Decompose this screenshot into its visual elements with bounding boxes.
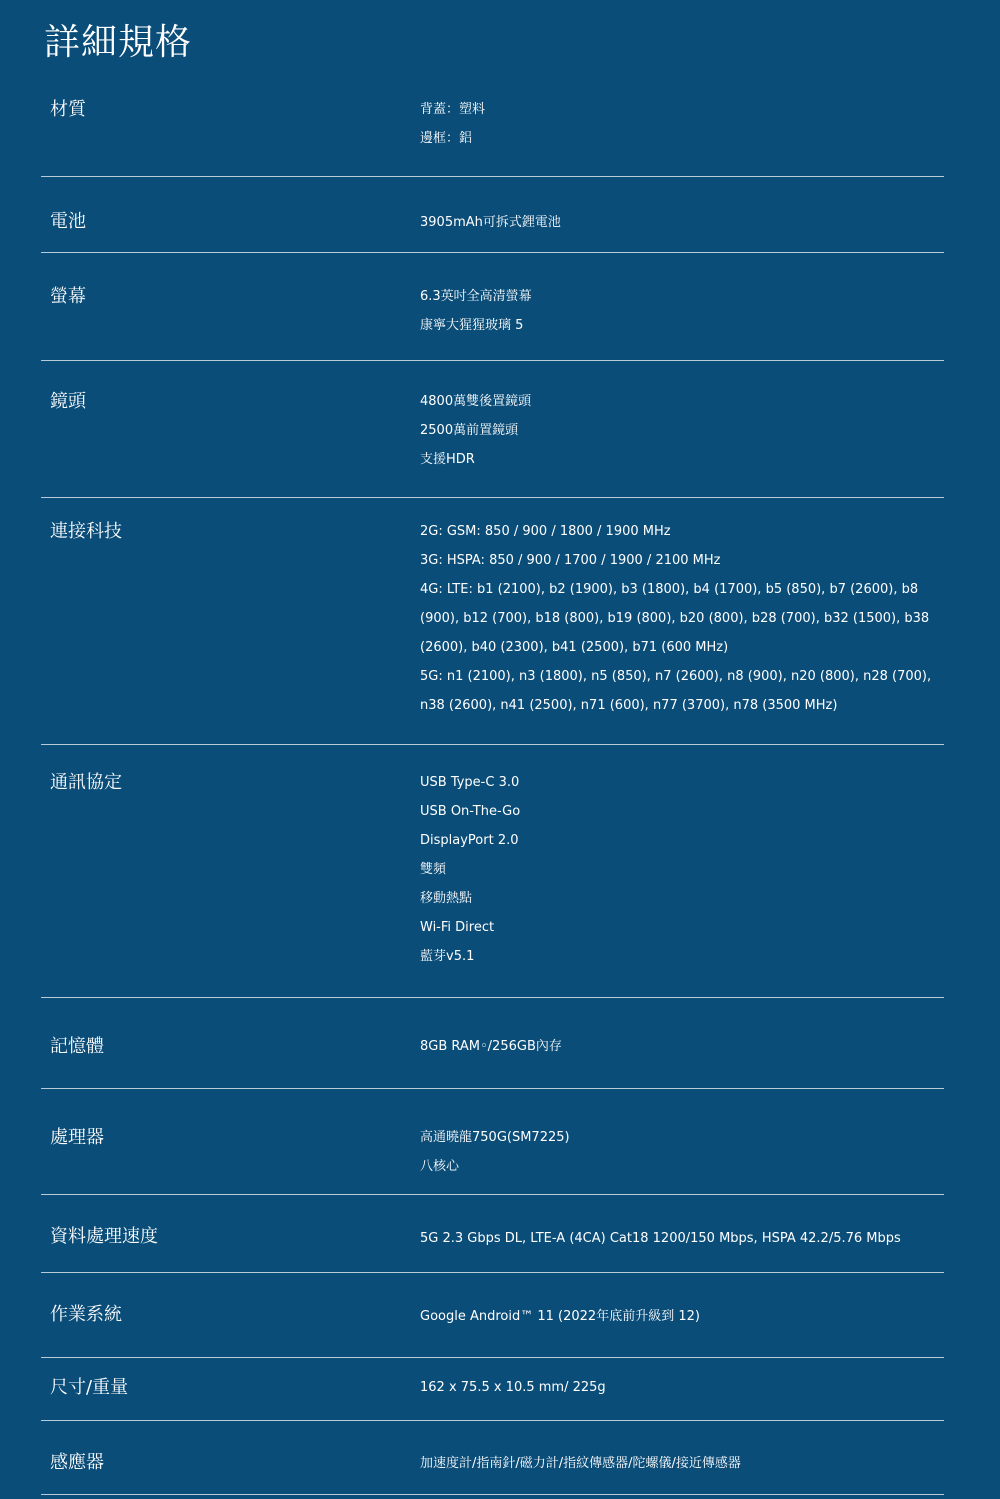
spec-value: Wi-Fi Direct <box>420 920 495 935</box>
spec-label: 資料處理速度 <box>50 1226 158 1247</box>
spec-value: 3G: HSPA: 850 / 900 / 1700 / 1900 / 2100 MHz <box>420 553 721 568</box>
spec-values <box>410 1032 944 1088</box>
spec-value: 加速度計/指南針/磁力計/指紋傳感器/陀螺儀/接近傳感器 <box>420 1456 741 1471</box>
spec-value: 高通曉龍750G(SM7225) <box>420 1130 570 1145</box>
spec-label: 尺寸/重量 <box>50 1377 129 1398</box>
spec-label: 處理器 <box>50 1127 104 1148</box>
spec-value: 2G: GSM: 850 / 900 / 1800 / 1900 MHz <box>420 524 671 539</box>
spec-value: 藍芽v5.1 <box>420 949 475 964</box>
spec-values <box>410 1449 944 1494</box>
spec-values <box>410 95 944 176</box>
spec-values <box>410 208 944 252</box>
spec-label: 作業系統 <box>50 1304 122 1325</box>
spec-values <box>410 1123 944 1194</box>
spec-value: USB Type-C 3.0 <box>420 775 520 790</box>
spec-value: USB On-The-Go <box>420 804 521 819</box>
spec-value: 背蓋：塑料 <box>420 102 486 117</box>
spec-row-material <box>41 84 944 177</box>
spec-row-memory <box>41 998 944 1089</box>
spec-value: 5G: n1 (2100), n3 (1800), n5 (850), n7 (2600), n8 (900), n20 (800), n28 (700), n38 (2600), n41 (2500), n71 (600), n77 (3700), n78 (3500 MHz) <box>420 669 932 713</box>
spec-value: 移動熱點 <box>420 891 473 906</box>
spec-row-data-speed <box>41 1195 944 1273</box>
spec-value: 2500萬前置鏡頭 <box>420 423 519 438</box>
spec-row-battery <box>41 177 944 253</box>
spec-value: 邊框：鋁 <box>420 131 473 146</box>
spec-value: 162 x 75.5 x 10.5 mm/ 225g <box>420 1380 606 1395</box>
spec-row-dimensions <box>41 1358 944 1421</box>
spec-value: 4G: LTE: b1 (2100), b2 (1900), b3 (1800), b4 (1700), b5 (850), b7 (2600), b8 (900), b12 (700), b18 (800), b19 (800), b20 (800), b28 (700), b32 (1500), b38 (2600), b40 (2300), b41 (2500), b71 (600 MHz) <box>420 582 930 655</box>
page-title: 詳細規格 <box>44 22 193 63</box>
spec-values <box>410 387 944 497</box>
spec-label: 鏡頭 <box>50 391 86 412</box>
spec-value: DisplayPort 2.0 <box>420 833 519 848</box>
spec-value: 4800萬雙後置鏡頭 <box>420 394 532 409</box>
spec-row-os <box>41 1273 944 1358</box>
spec-label: 電池 <box>50 211 86 232</box>
spec-label: 連接科技 <box>50 521 122 542</box>
spec-row-connectivity <box>41 498 944 745</box>
spec-row-sensors <box>41 1421 944 1495</box>
spec-label: 感應器 <box>50 1452 104 1473</box>
spec-table <box>41 84 944 1495</box>
spec-values <box>410 768 944 997</box>
spec-label: 通訊協定 <box>50 772 122 793</box>
spec-value: Google Android™ 11 (2022年底前升級到 12) <box>420 1309 700 1324</box>
spec-value: 雙頻 <box>420 862 447 877</box>
spec-row-protocols <box>41 745 944 998</box>
spec-values <box>410 1224 944 1272</box>
spec-row-camera <box>41 361 944 498</box>
spec-value: 支援HDR <box>420 452 475 467</box>
spec-row-processor <box>41 1089 944 1195</box>
spec-value: 3905mAh可拆式鋰電池 <box>420 215 561 230</box>
spec-value: 8GB RAM◦/256GB內存 <box>420 1039 562 1054</box>
spec-values <box>410 1373 944 1420</box>
spec-values <box>410 517 944 744</box>
spec-value: 康寧大猩猩玻璃 5 <box>420 318 524 333</box>
spec-values <box>410 1302 944 1357</box>
spec-value: 5G 2.3 Gbps DL, LTE-A (4CA) Cat18 1200/150 Mbps, HSPA 42.2/5.76 Mbps <box>420 1231 901 1246</box>
spec-value: 八核心 <box>420 1159 460 1174</box>
spec-values <box>410 282 944 360</box>
spec-label: 螢幕 <box>50 286 86 307</box>
spec-value: 6.3英吋全高清螢幕 <box>420 289 532 304</box>
spec-label: 材質 <box>50 99 86 120</box>
spec-row-display <box>41 253 944 361</box>
spec-label: 記憶體 <box>50 1036 104 1057</box>
